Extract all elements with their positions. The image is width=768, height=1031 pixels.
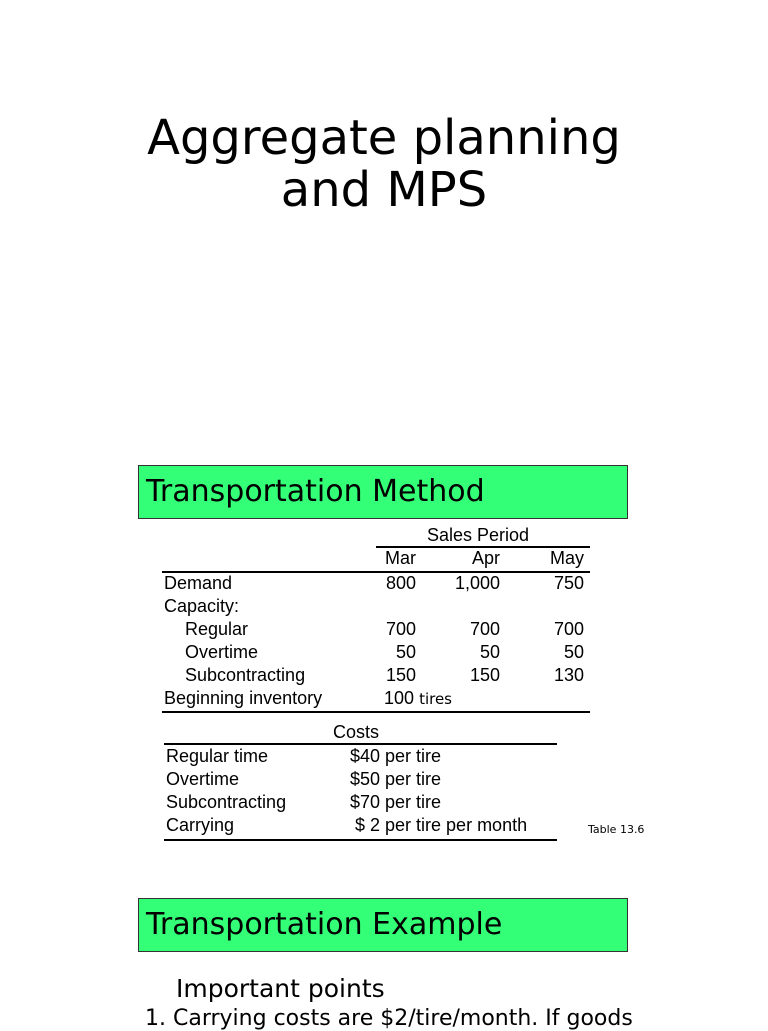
cost-value: $40 per tire (350, 746, 442, 766)
table-cell: 750 (553, 573, 584, 593)
list-item: 1. Carrying costs are $2/tire/month. If goods (145, 1006, 633, 1031)
row-label: Demand (164, 573, 233, 593)
row-label: Beginning inventory (164, 688, 323, 708)
cost-value: $50 per tire (350, 769, 442, 789)
section-heading-box (138, 465, 628, 519)
table-cell: 1,000 (454, 573, 500, 593)
subheading: Important points (176, 974, 385, 1003)
column-header: May (549, 548, 584, 568)
inventory-value: 100 (384, 688, 415, 708)
row-label: Overtime (175, 642, 259, 662)
table-rule (164, 839, 557, 841)
table-cell: 150 (469, 665, 500, 685)
table-reference: Table 13.6 (588, 823, 645, 836)
row-label: Subcontracting (175, 665, 306, 685)
table-rule (162, 711, 590, 713)
table-cell: 50 (563, 642, 584, 662)
table-cell: 800 (385, 573, 416, 593)
cost-label: Carrying (166, 815, 235, 835)
title-line-1: Aggregate planning (147, 110, 621, 166)
cost-label: Overtime (166, 769, 240, 789)
section-heading-box (138, 898, 628, 952)
cost-value: $70 per tire (350, 792, 442, 812)
table-cell: 150 (385, 665, 416, 685)
table-group-header: Sales Period (427, 525, 530, 545)
row-label: Regular (175, 619, 249, 639)
table-cell: 700 (469, 619, 500, 639)
table-cell: 130 (553, 665, 584, 685)
table-cell: 700 (385, 619, 416, 639)
column-header: Mar (385, 548, 416, 568)
row-label: Capacity: (164, 596, 240, 616)
title-line-2: and MPS (280, 162, 488, 218)
table-cell (384, 688, 452, 709)
inventory-unit: tires (419, 690, 452, 708)
section-heading: Transportation Example (146, 907, 503, 942)
column-header: Apr (471, 548, 500, 568)
cost-label: Regular time (166, 746, 269, 766)
table-rule (164, 743, 557, 745)
cost-value: $ 2 per tire per month (350, 815, 528, 835)
cost-label: Subcontracting (166, 792, 287, 812)
page-title (0, 112, 768, 216)
table-cell: 50 (479, 642, 500, 662)
section-heading: Transportation Method (146, 474, 485, 509)
table-cell: 700 (553, 619, 584, 639)
costs-header: Costs (333, 722, 380, 742)
table-cell: 50 (395, 642, 416, 662)
